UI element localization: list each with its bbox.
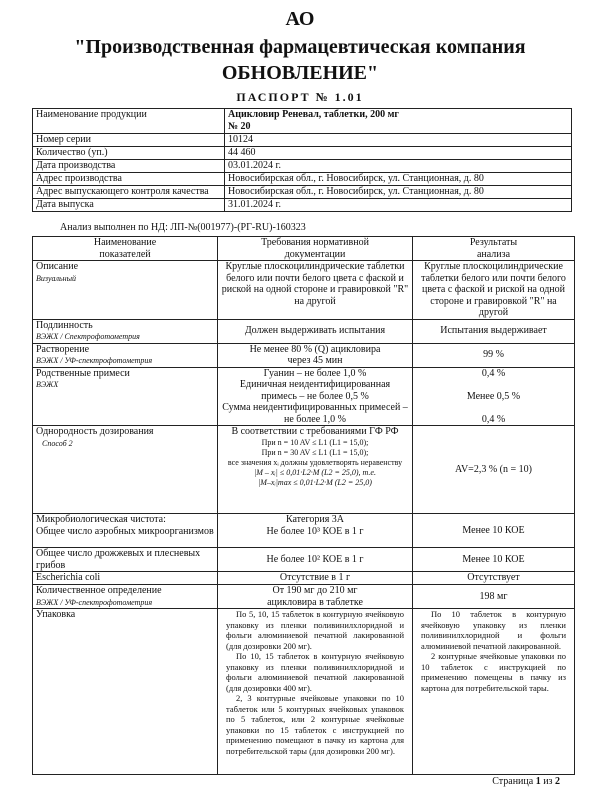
row-name: Описание bbox=[36, 261, 79, 272]
row-name: Родственные примеси bbox=[36, 367, 130, 379]
row-name: Подлинность bbox=[36, 319, 93, 331]
formula-line-3: все значения xᵢ должны удовлетворять неравенству bbox=[227, 457, 403, 467]
row-result: Испытания выдерживает bbox=[413, 319, 575, 343]
info-key: Дата производства bbox=[33, 160, 225, 173]
row-result: 99 % bbox=[413, 343, 575, 367]
info-row bbox=[33, 147, 572, 160]
row-result: Менее 10 КОЕ bbox=[413, 548, 575, 572]
page-current: 1 bbox=[535, 776, 541, 787]
info-key: Количество (уп.) bbox=[33, 147, 225, 160]
row-requirement: В соответствии с требованиями ГФ РФ bbox=[231, 426, 399, 437]
row-result: AV=2,3 % (n = 10) bbox=[413, 426, 575, 514]
info-row bbox=[33, 134, 572, 147]
info-row bbox=[33, 186, 572, 199]
row-requirement: Не более 10² КОЕ в 1 г bbox=[218, 548, 413, 572]
info-row bbox=[33, 160, 572, 173]
row-requirement: Отсутствие в 1 г bbox=[218, 572, 413, 585]
packaging-requirement-3: 2, 3 контурные ячейковые упаковки по 10 таблеток или 5 контурных ячейковых упаковок по 5 таблеток, или 2 контурные ячейковые упаковки по 15 таблеток с инструкцией по применению помещают в пачку из картона для потребительской тары (для дозировки 200 мг). bbox=[226, 693, 404, 756]
formula-line-5: |M–xᵢ|max ≤ 0,01·L2·M (L2 = 25,0) bbox=[258, 477, 372, 487]
formula-line-1: При n = 10 AV ≤ L1 (L1 = 15,0); bbox=[261, 437, 369, 447]
row-name: Количественное определение bbox=[36, 585, 162, 596]
page-counter bbox=[492, 776, 560, 787]
row-method: ВЭЖХ / УФ-спектрофотометрия bbox=[36, 597, 153, 607]
info-value: 44 460 bbox=[225, 147, 572, 160]
row-name: Растворение bbox=[36, 343, 90, 355]
info-value: 31.01.2024 г. bbox=[225, 199, 572, 212]
row-name: Однородность дозирования bbox=[36, 426, 154, 437]
row-requirement: От 190 мг до 210 мг ацикловира в таблетке bbox=[218, 585, 413, 609]
specification-table bbox=[32, 236, 575, 775]
row-result: 0,4 % Менее 0,5 % 0,4 % bbox=[413, 367, 575, 426]
page-sep: из bbox=[543, 776, 553, 787]
row-requirement: Должен выдерживать испытания bbox=[218, 319, 413, 343]
row-method: ВЭЖХ bbox=[36, 380, 59, 389]
info-value: 03.01.2024 г. bbox=[225, 160, 572, 173]
header-requirements: Требования нормативной документации bbox=[218, 237, 413, 261]
row-name: Микробиологическая чистота: Общее число аэробных микроорганизмов bbox=[33, 514, 218, 548]
row-result: 198 мг bbox=[413, 585, 575, 609]
info-key: Дата выпуска bbox=[33, 199, 225, 212]
formula-line-4: |M – xᵢ| ≤ 0,01·L2·M (L2 = 25,0), т.е. bbox=[254, 467, 376, 477]
row-name: Упаковка bbox=[33, 609, 218, 775]
table-row bbox=[33, 426, 575, 514]
table-row bbox=[33, 343, 575, 367]
table-row bbox=[33, 319, 575, 343]
info-key: Адрес производства bbox=[33, 173, 225, 186]
info-row bbox=[33, 173, 572, 186]
info-value: Ацикловир Реневал, таблетки, 200 мг № 20 bbox=[225, 109, 572, 134]
row-result: Круглые плоскоцилиндрические таблетки белого или почти белого цвета с фаской и риской на одной стороне и гравировкой "R" на другой bbox=[413, 261, 575, 320]
packaging-requirement-2: По 10, 15 таблеток в контурную ячейковую упаковку из пленки поливинилхлоридной и фольги алюминиевой печатной лакированной (для дозировки 400 мг). bbox=[226, 651, 404, 693]
info-value: 10124 bbox=[225, 134, 572, 147]
row-method: Визуальный bbox=[36, 273, 77, 283]
page-label: Страница bbox=[492, 776, 534, 787]
table-row bbox=[33, 261, 575, 320]
product-info-table bbox=[32, 108, 572, 212]
spec-header-row bbox=[33, 237, 575, 261]
row-method: ВЭЖХ / УФ-спектрофотометрия bbox=[36, 356, 153, 365]
page-total: 2 bbox=[555, 776, 560, 787]
passport-title: ПАСПОРТ № 1.01 bbox=[236, 90, 364, 104]
info-key: Номер серии bbox=[33, 134, 225, 147]
info-row bbox=[33, 199, 572, 212]
company-name-line2: ОБНОВЛЕНИЕ" bbox=[221, 62, 379, 84]
company-name-line1: "Производственная фармацевтическая компания bbox=[74, 36, 526, 58]
packaging-result-1: По 10 таблеток в контурную ячейковую упаковку из пленки поливинилхлоридной и фольги алюминиевой печатной лакированной. bbox=[421, 609, 566, 651]
row-requirement: Гуанин – не более 1,0 % Единичная неидентифицированная примесь – не более 0,5 % Сумма неидентифицированных примесей – не более 1,0 % bbox=[218, 367, 413, 426]
info-key: Адрес выпускающего контроля качества bbox=[33, 186, 225, 199]
header-name: Наименование показателей bbox=[33, 237, 218, 261]
row-result: Менее 10 КОЕ bbox=[413, 514, 575, 548]
info-row bbox=[33, 109, 572, 134]
table-row bbox=[33, 514, 575, 548]
table-row bbox=[33, 585, 575, 609]
row-name: Общее число дрожжевых и плесневых грибов bbox=[33, 548, 218, 572]
packaging-result-2: 2 контурные ячейковые упаковки по 10 таблеток с инструкцией по применению помещены в пачку из картона для потребительской тары. bbox=[421, 651, 566, 693]
row-result: Отсутствует bbox=[413, 572, 575, 585]
formula-line-2: При n = 30 AV ≤ L1 (L1 = 15,0); bbox=[261, 447, 369, 457]
company-type: АО bbox=[285, 8, 315, 30]
table-row bbox=[33, 548, 575, 572]
row-requirement: Категория 3А Не более 10³ КОЕ в 1 г bbox=[218, 514, 413, 548]
row-method: ВЭЖХ / Спектрофотометрия bbox=[36, 332, 140, 341]
row-method: Способ 2 bbox=[42, 438, 73, 448]
row-name: Escherichia coli bbox=[33, 572, 218, 585]
info-value: Новосибирская обл., г. Новосибирск, ул. Станционная, д. 80 bbox=[225, 186, 572, 199]
table-row bbox=[33, 367, 575, 426]
row-requirement: Не менее 80 % (Q) ацикловира через 45 мин bbox=[218, 343, 413, 367]
table-row bbox=[33, 609, 575, 775]
analysis-note: Анализ выполнен по НД: ЛП-№(001977)-(РГ-RU)-160323 bbox=[60, 222, 306, 233]
packaging-requirement-1: По 5, 10, 15 таблеток в контурную ячейковую упаковку из пленки поливинилхлоридной и фольги алюминиевой печатной лакированной (для дозировки 200 мг). bbox=[226, 609, 404, 651]
header-results: Результаты анализа bbox=[413, 237, 575, 261]
info-key: Наименование продукции bbox=[33, 109, 225, 134]
row-requirement: Круглые плоскоцилиндрические таблетки белого или почти белого цвета с фаской и риской на одной стороне и гравировкой "R" на другой bbox=[218, 261, 413, 320]
table-row bbox=[33, 572, 575, 585]
info-value: Новосибирская обл., г. Новосибирск, ул. Станционная, д. 80 bbox=[225, 173, 572, 186]
